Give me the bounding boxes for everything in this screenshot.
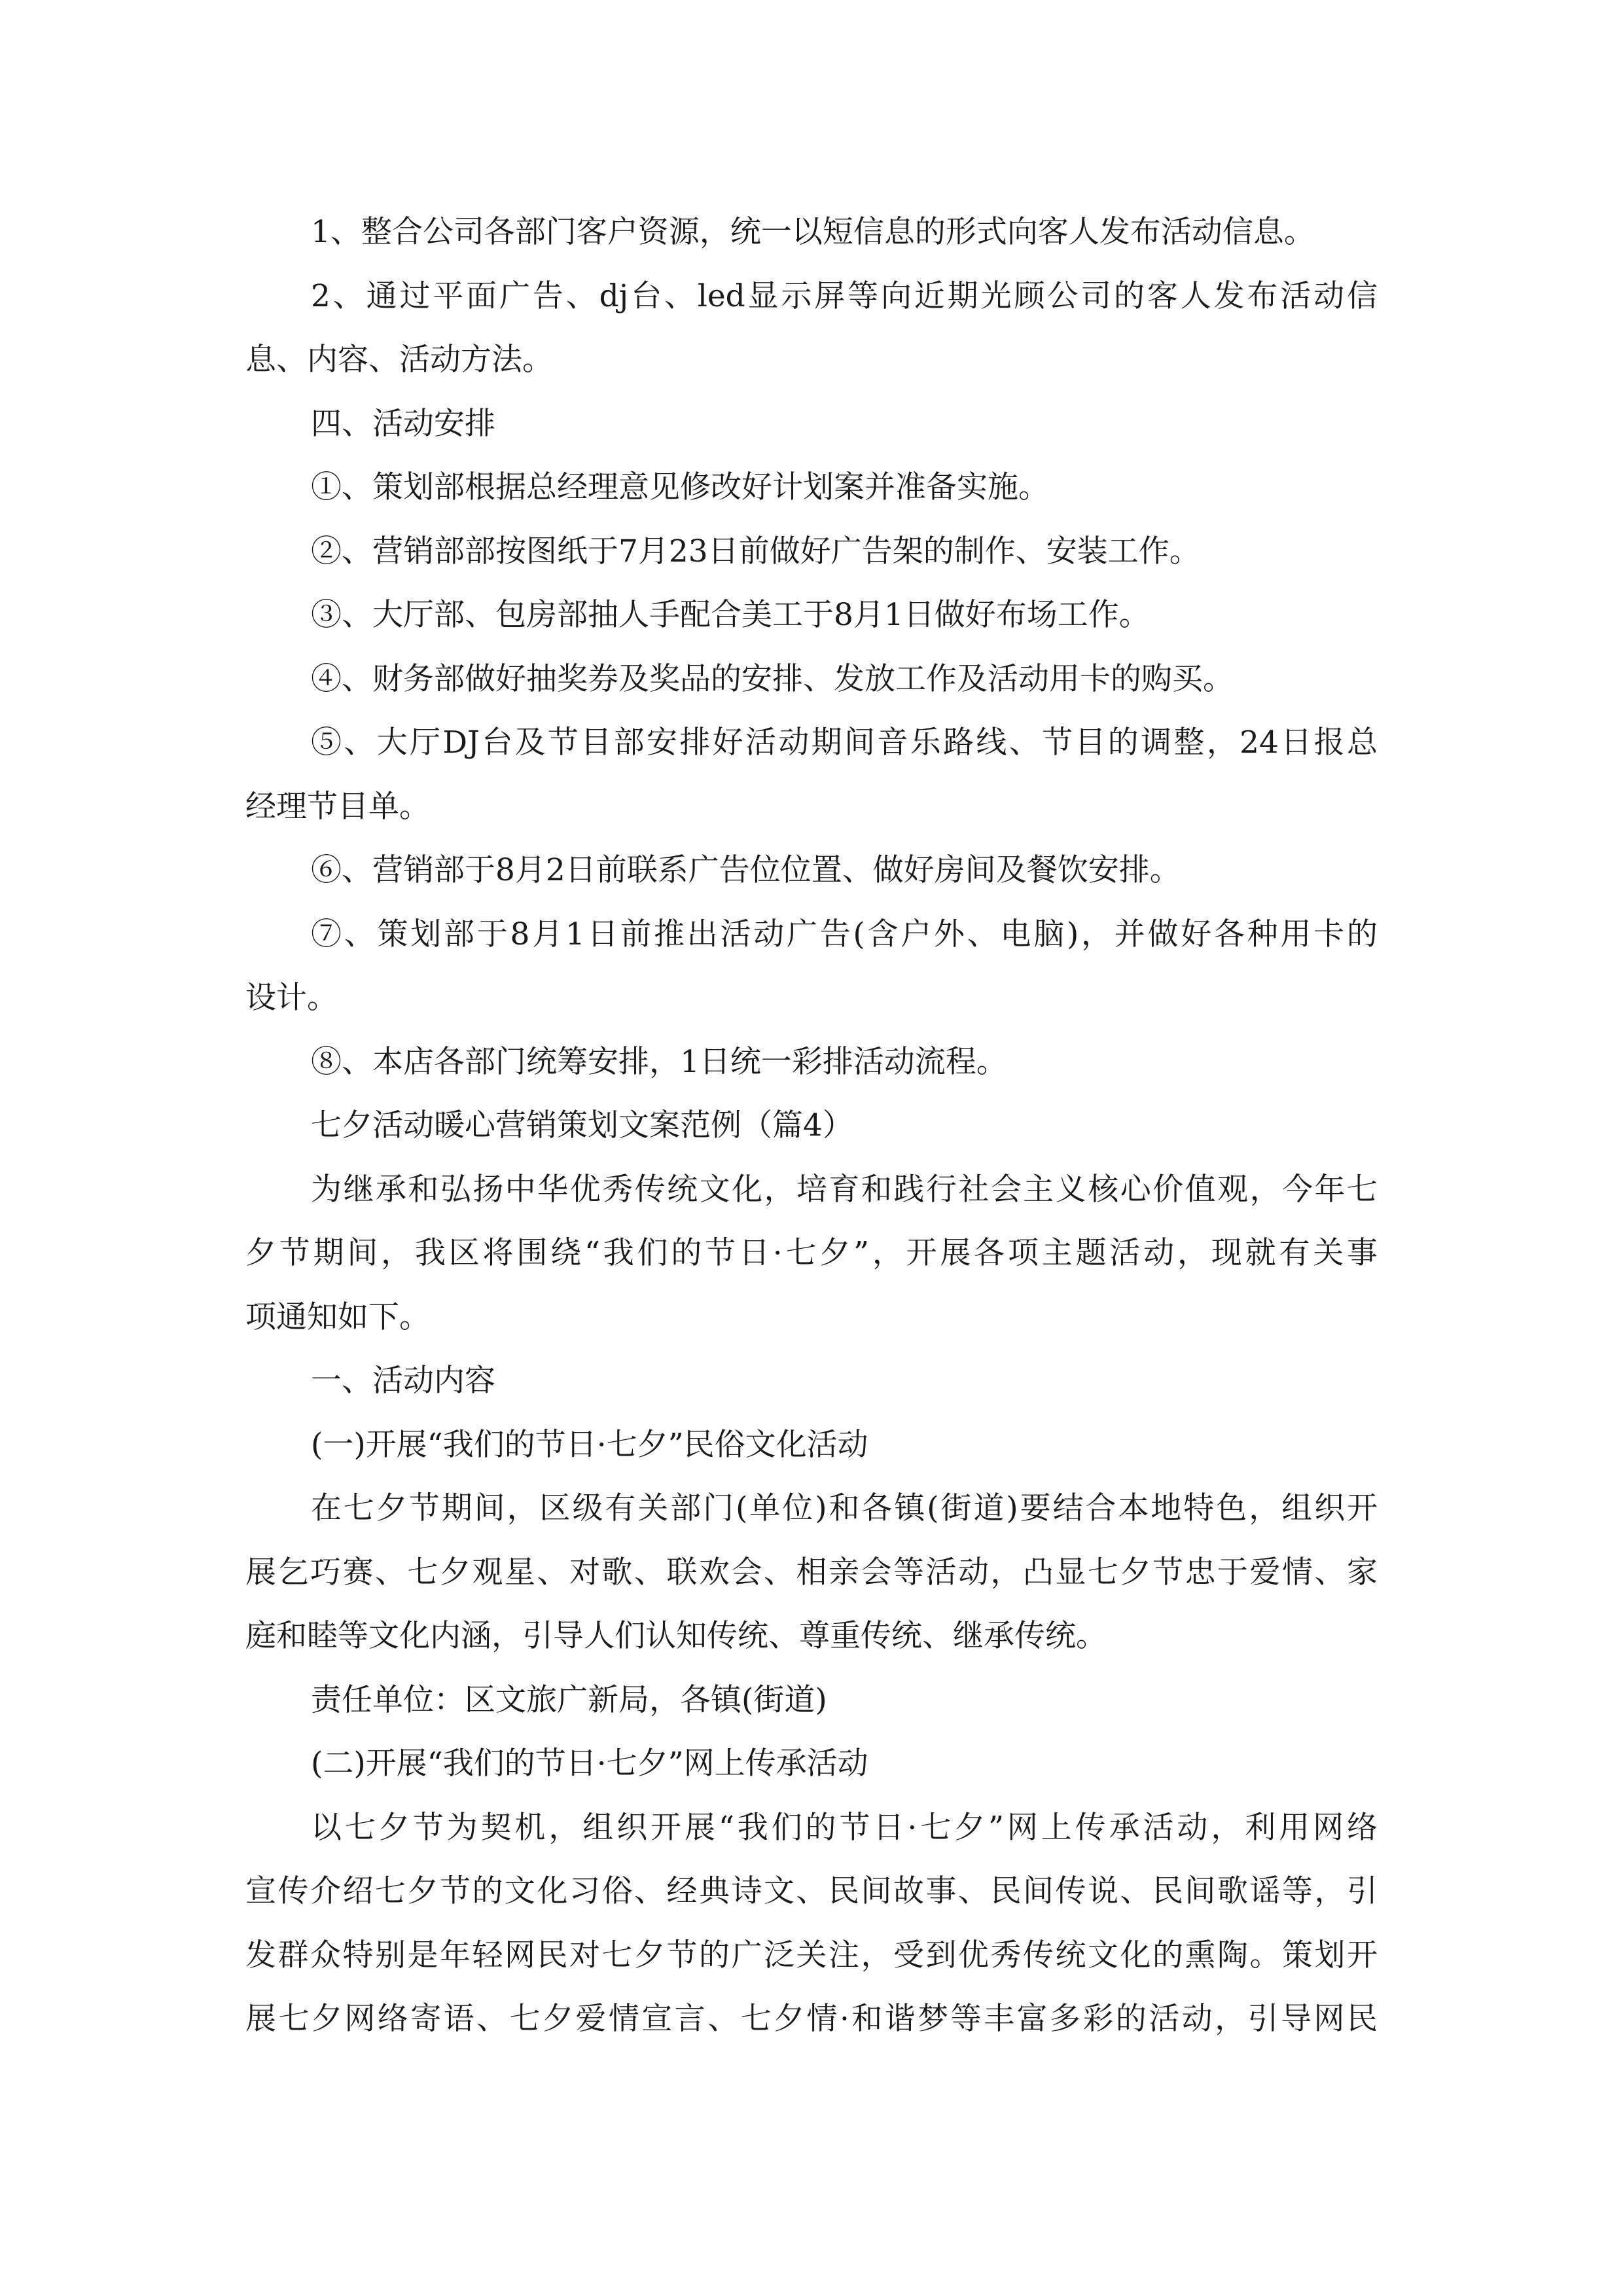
paragraph-line: 展乞巧赛、七夕观星、对歌、联欢会、相亲会等活动，凸显七夕节忠于爱情、家 (245, 1554, 1378, 1590)
paragraph-line: 夕节期间，我区将围绕“我们的节日·七夕”，开展各项主题活动，现就有关事 (245, 1235, 1378, 1271)
list-item-continuation: 设计。 (245, 980, 338, 1016)
list-item: ⑥、营销部于8月2日前联系广告位位置、做好房间及餐饮安排。 (311, 852, 1181, 888)
paragraph-line: 项通知如下。 (245, 1299, 430, 1335)
section-heading: 一、活动内容 (311, 1363, 495, 1399)
subsection-heading: (二)开展“我们的节日·七夕”网上传承活动 (311, 1746, 868, 1782)
list-item: ①、策划部根据总经理意见修改好计划案并准备实施。 (311, 469, 1049, 505)
list-item-continuation: 经理节目单。 (245, 788, 430, 825)
subsection-heading: (一)开展“我们的节日·七夕”民俗文化活动 (311, 1426, 868, 1463)
list-item: ⑦、策划部于8月1日前推出活动广告(含户外、电脑)，并做好各种用卡的 (311, 916, 1378, 952)
paragraph-line: 2、通过平面广告、dj台、led显示屏等向近期光顾公司的客人发布活动信 (311, 278, 1378, 314)
paragraph-line: 1、整合公司各部门客户资源，统一以短信息的形式向客人发布活动信息。 (311, 214, 1315, 250)
list-item: ③、大厅部、包房部抽人手配合美工于8月1日做好布场工作。 (311, 597, 1150, 633)
paragraph-line: 在七夕节期间，区级有关部门(单位)和各镇(街道)要结合本地特色，组织开 (311, 1490, 1378, 1526)
list-item: ④、财务部做好抽奖券及奖品的安排、发放工作及活动用卡的购买。 (311, 660, 1234, 697)
paragraph-line: 庭和睦等文化内涵，引导人们认知传统、尊重传统、继承传统。 (245, 1618, 1107, 1654)
article-title: 七夕活动暖心营销策划文案范例（篇4） (311, 1107, 853, 1143)
paragraph-line: 为继承和弘扬中华优秀传统文化，培育和践行社会主义核心价值观，今年七 (311, 1171, 1378, 1208)
list-item: ⑧、本店各部门统筹安排，1日统一彩排活动流程。 (311, 1043, 1007, 1080)
paragraph-line: 以七夕节为契机，组织开展“我们的节日·七夕”网上传承活动，利用网络 (311, 1809, 1378, 1846)
paragraph-line: 发群众特别是年轻网民对七夕节的广泛关注，受到优秀传统文化的熏陶。策划开 (245, 1937, 1378, 1973)
list-item: ⑤、大厅DJ台及节目部安排好活动期间音乐路线、节目的调整，24日报总 (311, 725, 1378, 761)
section-heading: 四、活动安排 (311, 405, 495, 442)
paragraph-line: 息、内容、活动方法。 (245, 342, 553, 378)
paragraph-line: 宣传介绍七夕节的文化习俗、经典诗文、民间故事、民间传说、民间歌谣等，引 (245, 1873, 1378, 1909)
document-body (245, 200, 1378, 2051)
responsible-unit: 责任单位：区文旅广新局，各镇(街道) (311, 1681, 827, 1718)
paragraph-line: 展七夕网络寄语、七夕爱情宣言、七夕情·和谐梦等丰富多彩的活动，引导网民 (245, 2001, 1378, 2037)
list-item: ②、营销部部按图纸于7月23日前做好广告架的制作、安装工作。 (311, 533, 1200, 569)
